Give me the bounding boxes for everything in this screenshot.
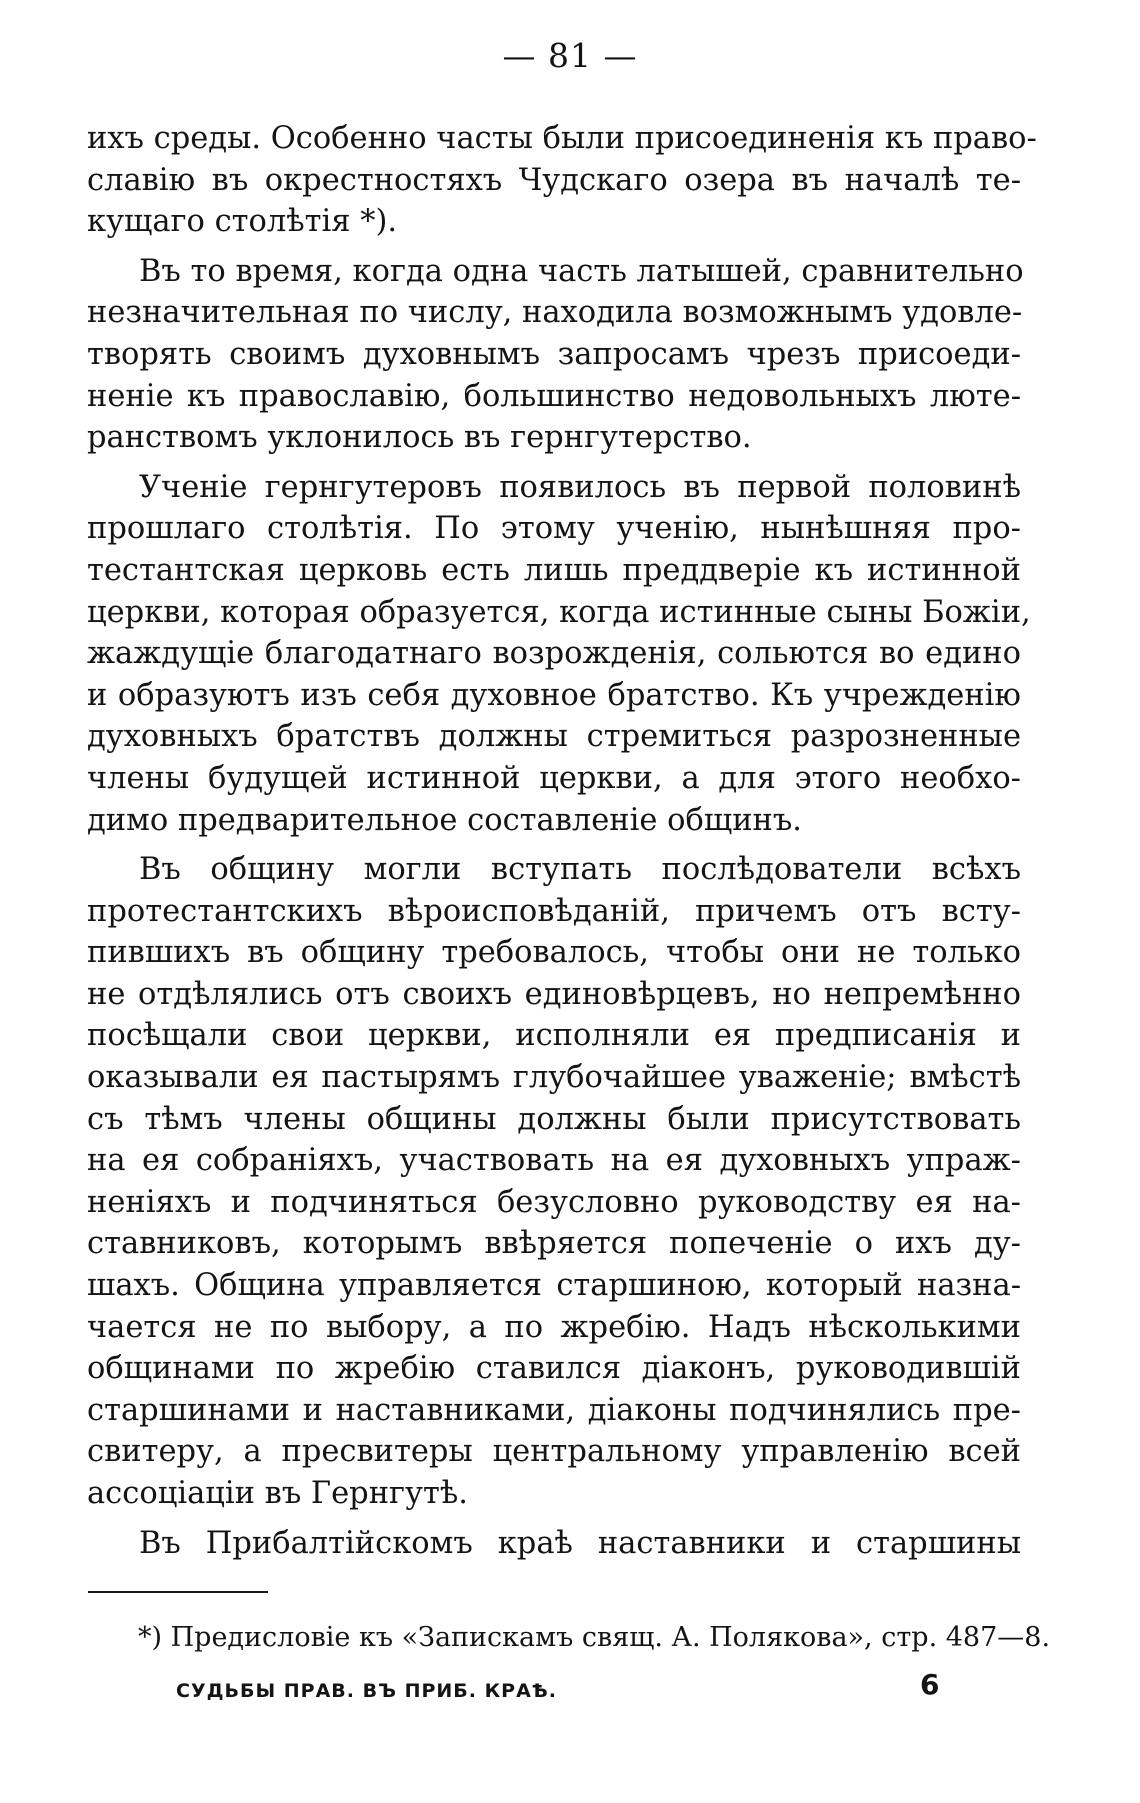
- text-line: творять своимъ духовнымъ запросамъ чрезъ присоеди-: [87, 336, 1021, 372]
- text-line: пившихъ въ общину требовалось, чтобы они не только: [87, 935, 1021, 971]
- text-line: старшинами и наставниками, діаконы подчинялись пре-: [87, 1392, 1021, 1428]
- paragraph: [87, 118, 1037, 243]
- page-number: — 81 —: [502, 36, 638, 75]
- printer-signature: СУДЬБЫ ПРАВ. ВЪ ПРИБ. КРАѢ.: [176, 1680, 557, 1702]
- text-line: неніе къ православію, большинство недовольныхъ люте-: [87, 378, 1021, 414]
- sheet-number: 6: [920, 1668, 940, 1701]
- text-line: оказывали ея пастырямъ глубочайшее уваженіе; вмѣстѣ: [87, 1060, 1021, 1096]
- text-line: Въ то время, когда одна часть латышей, сравнительно: [139, 253, 1024, 289]
- text-line: неніяхъ и подчиняться безусловно руководству ея на-: [87, 1184, 1021, 1220]
- text-line: димо предварительное составленіе общинъ.: [87, 802, 802, 838]
- paragraph: [87, 467, 1031, 841]
- text-line: ставниковъ, которымъ ввѣряется попеченіе о ихъ ду-: [87, 1226, 1021, 1262]
- text-line: общинами по жребію ставился діаконъ, руководившій: [87, 1351, 1021, 1387]
- text-line: кущаго столѣтія *).: [87, 204, 398, 240]
- text-line: тестантская церковь есть лишь преддверіе къ истинной: [87, 552, 1021, 588]
- text-line: шахъ. Община управляется старшиною, который назна-: [87, 1268, 1021, 1304]
- text-line: жаждущіе благодатнаго возрожденія, сольются во едино: [87, 636, 1021, 672]
- text-line: свитеру, а пресвитеры центральному управленію всей: [87, 1434, 1021, 1470]
- text-line: славію въ окрестностяхъ Чудскаго озера въ началѣ те-: [87, 162, 1021, 198]
- text-line: не отдѣлялись отъ своихъ единовѣрцевъ, но непремѣнно: [87, 976, 1021, 1012]
- text-line: прошлаго столѣтія. По этому ученію, нынѣшняя про-: [87, 511, 1021, 547]
- text-line: и образуютъ изъ себя духовное братство. Къ учрежденію: [87, 677, 1021, 713]
- text-line: ихъ среды. Особенно часты были присоединенія къ право-: [87, 121, 1037, 156]
- text-line: Ученіе гернгутеровъ появилось въ первой половинѣ: [139, 469, 1021, 505]
- footnote-divider: [88, 1591, 268, 1593]
- text-line: съ тѣмъ члены общины должны были присутствовать: [87, 1101, 1021, 1137]
- text-line: ранствомъ уклонилось въ гернгутерство.: [87, 420, 752, 456]
- text-line: посѣщали свои церкви, исполняли ея предписанія и: [87, 1018, 1021, 1054]
- text-line: Въ Прибалтійскомъ краѣ наставники и старшины: [139, 1525, 1021, 1561]
- text-line: члены будущей истинной церкви, а для этого необхо-: [87, 760, 1021, 796]
- text-line: духовныхъ братствъ должны стремиться разрозненные: [87, 719, 1021, 755]
- footnote: *) Предисловіе къ «Запискамъ свящ. А. Полякова», стр. 487—8.: [138, 1622, 1051, 1653]
- text-line: незначительная по числу, находила возможнымъ удовле-: [87, 295, 1023, 331]
- body-text: [87, 118, 1037, 1564]
- text-line: на ея собраніяхъ, участвовать на ея духовныхъ упраж-: [87, 1143, 1021, 1179]
- text-line: протестантскихъ вѣроисповѣданій, причемъ отъ всту-: [87, 893, 1021, 929]
- text-line: ассоціаціи въ Гернгутѣ.: [87, 1476, 468, 1511]
- text-line: чается не по выбору, а по жребію. Надъ нѣсколькими: [87, 1309, 1021, 1345]
- text-line: церкви, которая образуется, когда истинные сыны Божіи,: [87, 594, 1031, 630]
- paragraph: [87, 1523, 1021, 1565]
- paragraph: [87, 849, 1021, 1515]
- paragraph: [87, 251, 1024, 459]
- text-line: Въ общину могли вступать послѣдователи всѣхъ: [139, 852, 1021, 888]
